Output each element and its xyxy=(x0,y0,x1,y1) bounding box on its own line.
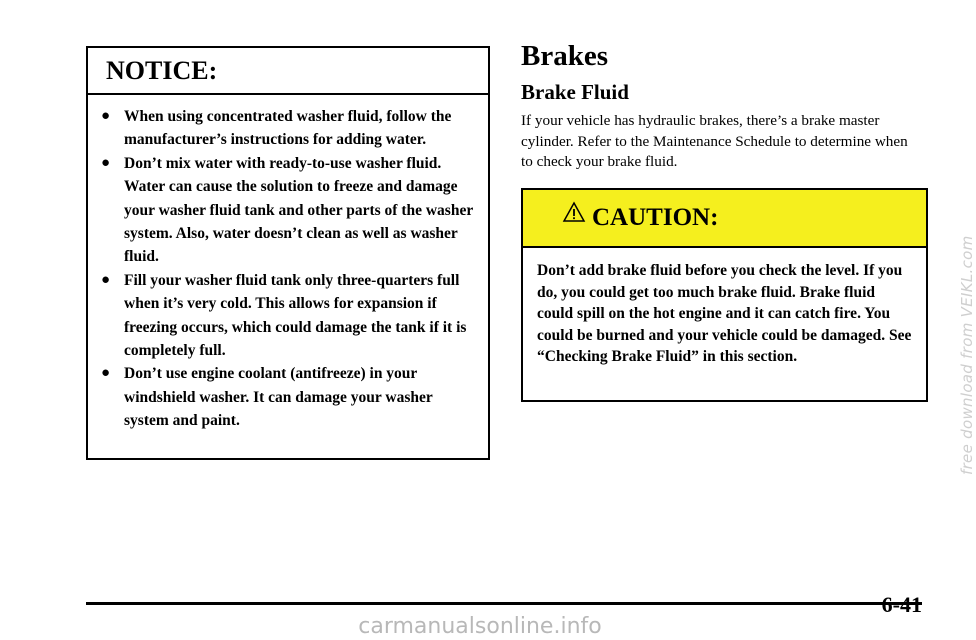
bullet-icon: ● xyxy=(101,108,111,124)
bullet-icon: ● xyxy=(101,365,111,382)
list-item xyxy=(88,362,488,432)
warning-triangle-icon xyxy=(563,201,585,223)
bullet-icon: ● xyxy=(101,271,111,288)
caution-text: Don’t add brake fluid before you check the level. If you do, you could get too much brake fluid. Brake fluid could spill on the hot engine and it can catch fire. You could be burned and your vehicle could be damaged. See “Checking Brake Fluid” in this section. xyxy=(537,262,912,366)
notice-title: NOTICE: xyxy=(88,48,488,95)
notice-item-text: Fill your washer fluid tank only three-quarters full when it’s very cold. This allows for expansion if freezing occurs, which could damage the tank if it is completely full. xyxy=(124,271,467,360)
list-item xyxy=(88,105,488,152)
subsection-title: Brake Fluid xyxy=(521,80,629,104)
list-item xyxy=(88,152,488,269)
bullet-icon: ● xyxy=(101,154,111,171)
notice-item-text: Don’t use engine coolant (antifreeze) in your windshield washer. It can damage your washer system and paint. xyxy=(124,365,433,430)
notice-box xyxy=(86,46,490,460)
side-watermark: free download from VEIKL.com xyxy=(958,235,976,475)
page-number: 6-41 xyxy=(881,592,922,617)
notice-list xyxy=(88,95,488,433)
section-title: Brakes xyxy=(521,40,608,72)
caution-title: CAUTION: xyxy=(592,204,719,231)
notice-item-text: Don’t mix water with ready-to-use washer fluid. Water can cause the solution to freeze and damage your washer fluid tank and other parts of the washer system. Also, water doesn’t clean as well as washer fluid. xyxy=(124,154,473,266)
caution-box xyxy=(521,188,928,402)
list-item xyxy=(88,269,488,363)
footer-watermark: carmanualsonline.info xyxy=(358,614,602,639)
body-paragraph: If your vehicle has hydraulic brakes, there’s a brake master cylinder. Refer to the Maintenance Schedule to determine when to check your brake fluid. xyxy=(521,112,908,170)
caution-header xyxy=(523,190,926,248)
footer-divider xyxy=(86,602,922,605)
notice-item-text: When using concentrated washer fluid, follow the manufacturer’s instructions for adding water. xyxy=(124,108,452,149)
